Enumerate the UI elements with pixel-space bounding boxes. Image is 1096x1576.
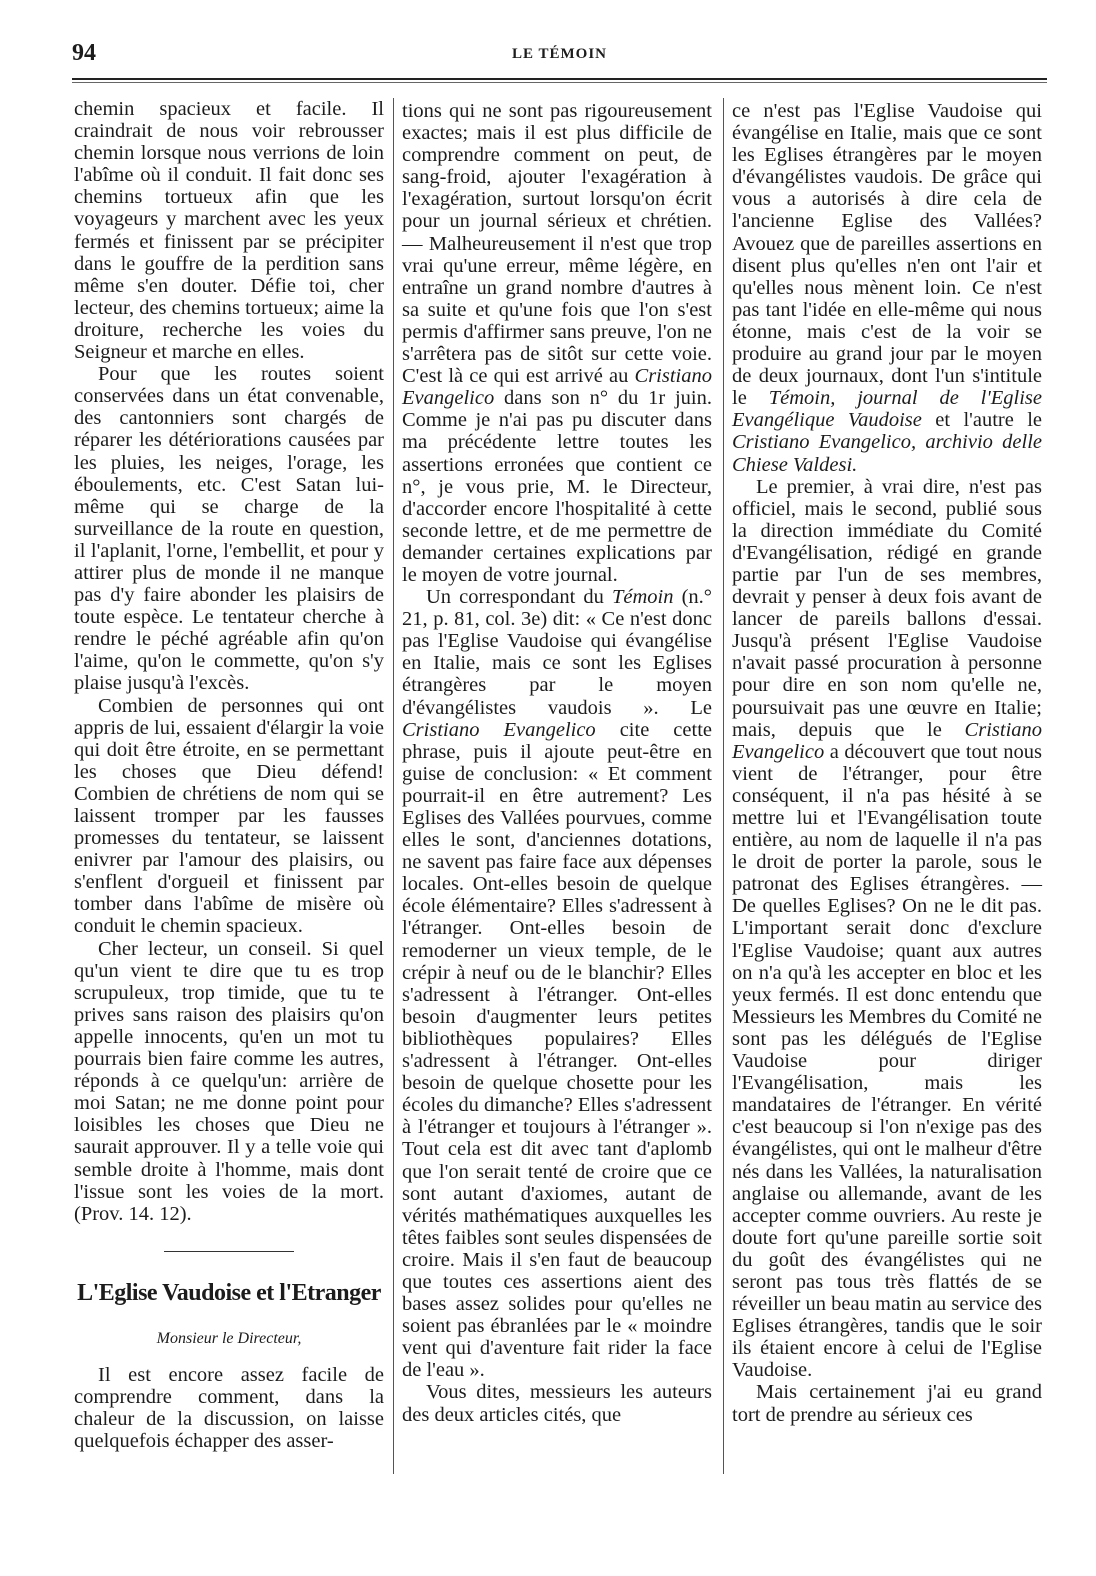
italic-title: Cristiano Evangelico [732, 718, 1043, 763]
italic-title: Témoin, journal de l'Eglise Evangélique Vaudoise [732, 387, 1042, 432]
column-3 [732, 100, 1042, 1426]
text-run: (n.° 21, p. 81, col. 3e) dit: « Ce n'est donc pas l'Eglise Vaudoise qui évangélise en Italie, mais ce sont les Eglises étrangères par le moyen d'évangélistes vaudois ». Le [402, 586, 713, 719]
header-rule [72, 78, 1047, 83]
italic-title: Cristiano Evangelico [402, 718, 596, 741]
text-run: tions qui ne sont pas rigoureusement exactes; mais il est plus difficile de comprendre comment on peut, de sang-froid, ajouter l'exagération à l'exagération, surtout lorsqu'on écrit pour un journal sérieux et chrétien. — Malheureusement il n'est que trop vrai qu'une erreur, même légère, en entraîne un grand nombre d'autres à sa suite et qu'une fois que l'on s'est permis d'affirmer sans preuve, l'on ne s'arrêtera pas de sitôt sur cette voie. C'est là ce qui est arrivé au [402, 100, 712, 388]
journal-title: LE TÉMOIN [512, 46, 607, 62]
article-title: L'Eglise Vaudoise et l'Etranger [77, 1279, 381, 1306]
text-run: dans son n° du 1r juin. Comme je n'ai pas pu discuter dans ma précédente lettre toutes les assertions erronées que contient ce n°, je vous prie, M. le Directeur, d'accorder encore l'hospitalité à cette seconde lettre, et de me permettre de demander certaines explications par le moyen de votre journal. [402, 387, 712, 586]
section-separator [164, 1251, 294, 1252]
column-1 [74, 98, 384, 1452]
column-divider [723, 98, 724, 1474]
text-run: a découvert que tout nous vient de l'étranger, pour être conséquent, il n'a pas hésité à se mettre lui et l'Evangélisation toute entière, au nom de laquelle il n'a pas le droit de porter la parole, sous le patronat des Eglises étrangères. — De quelles Eglises? On ne le dit pas. L'important serait donc d'exclure l'Eglise Vaudoise; quant aux autres on n'a qu'à les accepter en bloc et les yeux fermés. Il est donc entendu que Messieurs les Membres du Comité ne sont pas les délégués de l'Eglise Vaudoise pour diriger l'Evangélisation, mais les mandataires de l'étranger. En vérité c'est beaucoup si l'on n'exige pas des évangélistes, qui ont le malheur d'être nés dans les Vallées, la naturalisation anglaise ou allemande, avant de les accepter comme ouvriers. Au reste je doute fort qu'une pareille sortie soit du goût des évangélistes qui ne seront pas tous très flattés de se réveiller un beau matin au service des Eglises étrangères, tandis que le soir ils étaient encore à celui de l'Eglise Vaudoise. [732, 740, 1042, 1382]
paragraph: Combien de personnes qui ont appris de lui, essaient d'élargir la voie qui doit être étroite, en se permettant les choses que Dieu défend! Combien de chrétiens de nom qui se laissent tromper par les fausses promesses du tentateur, se laissent enivrer par l'amour des plaisirs, ou s'enflent d'orgueil et finissent par tomber dans l'abîme de misère où conduit le chemin spacieux. [74, 694, 384, 938]
paragraph: Il est encore assez facile de comprendre comment, dans la chaleur de la discussion, on laisse quelquefois échapper des asser- [74, 1363, 384, 1453]
paragraph: Cher lecteur, un conseil. Si quel qu'un vient te dire que tu es trop scrupuleux, trop timide, que tu te prives sans raison des plaisirs qu'on appelle innocents, qu'en un mot tu pourrais bien faire comme les autres, réponds à ce quelqu'un: arrière de moi Satan; ne me donne point pour loisibles les choses que Dieu ne saurait approuver. Il y a telle voie qui semble droite à l'homme, mais dont l'issue sont les voies de la mort. (Prov. 14. 12). [74, 937, 384, 1225]
page-number: 94 [72, 40, 96, 66]
paragraph [732, 100, 1042, 476]
paragraph [402, 586, 712, 1381]
column-divider [393, 98, 394, 1474]
italic-title: Témoin [612, 586, 674, 609]
text-run: Le premier, à vrai dire, n'est pas officiel, mais le second, publié sous la direction immédiate du Comité d'Evangélisation, rédigé en grande partie par l'un de ses membres, devrait y penser à deux fois avant de lancer de pareils ballons d'essai. Jusqu'à présent l'Eglise Vaudoise n'avait passé procuration à personne pour dire en son nom qu'elle ne, poursuivait pas une œuvre en Italie; mais, depuis que le [732, 475, 1042, 741]
column-2 [402, 100, 712, 1426]
salutation: Monsieur le Directeur, [156, 1329, 302, 1347]
text-run: Un correspondant du [426, 586, 604, 609]
paragraph [732, 476, 1042, 1382]
text-run: et l'autre le [935, 409, 1042, 432]
paragraph: chemin spacieux et facile. Il craindrait de nous voir rebrousser chemin lorsque nous verrions de loin l'abîme où il conduit. Il fait donc ses chemins tortueux afin que les voyageurs y marchent avec les yeux fermés et finissent par se précipiter dans le gouffre de la perdition sans même s'en douter. Défie toi, cher lecteur, des chemins tortueux; aime la droiture, recherche les voies du Seigneur et marche en elles. [74, 98, 384, 364]
italic-title: Cristiano Evangelico [402, 365, 712, 410]
text-run: ce n'est pas l'Eglise Vaudoise qui évangélise en Italie, mais que ce sont les Eglises étrangères par le moyen d'évangélistes vaudois. De grâce qui vous a autorisés à dire cela de l'ancienne Eglise des Vallées? Avouez que de pareilles assertions en disent plus qu'elles n'en ont l'air et qu'elles nous mènent loin. Ce n'est pas tant l'idée en elle-même qui nous étonne, mais c'est de la voir se produire au grand jour par le moyen de deux journaux, dont l'un s'intitule le [732, 100, 1042, 410]
paragraph: Mais certainement j'ai eu grand tort de prendre au sérieux ces [732, 1381, 1042, 1426]
paragraph: Pour que les routes soient conservées dans un état convenable, des cantonniers sont chargés de réparer les détériorations causées par les pluies, les neiges, l'orage, les éboulements, etc. C'est Satan lui-même qui se charge de la surveillance de la route en question, il l'aplanit, l'orne, l'embellit, et pour y attirer plus de monde il ne manque pas d'y faire abonder les plaisirs de toute espèce. Le tentateur cherche à rendre le péché agréable afin qu'on l'aime, qu'on le commette, qu'on s'y plaise jusqu'à l'excès. [74, 363, 384, 695]
paragraph: Vous dites, messieurs les auteurs des deux articles cités, que [402, 1381, 712, 1426]
page-header [72, 40, 1047, 70]
text-run: cite cette phrase, puis il ajoute peut-être en guise de conclusion: « Et comment pourrait-il en être autrement? Les Eglises des Vallées pourvues, comme elles le sont, d'anciennes dotations, ne savent pas faire face aux dépenses locales. Ont-elles besoin de quelque école élémentaire? Elles s'adressent à l'étranger. Ont-elles besoin de remoderner un vieux temple, de le crépir à neuf ou de le blanchir? Elles s'adressent à l'étranger. Ont-elles besoin d'augmenter leurs petites bibliothèques populaires? Elles s'adressent à l'étranger. Ont-elles besoin de quelque chosette pour les écoles du dimanche? Elles s'adressent à l'étranger et toujours à l'étranger ». Tout cela est dit avec tant d'aplomb que l'on serait tenté de croire que ce sont autant d'axiomes, autant de vérités mathématiques auxquelles les têtes faibles sont seules dispensées de croire. Mais il s'en faut de beaucoup que toutes ces assertions aient des bases assez solides pour qu'elles ne soient pas ébranlées par le « moindre vent qui d'aventure fait rider la face de l'eau ». [402, 718, 712, 1382]
paragraph [402, 100, 712, 586]
italic-title: Cristiano Evangelico, archivio delle Chiese Valdesi. [732, 431, 1042, 476]
